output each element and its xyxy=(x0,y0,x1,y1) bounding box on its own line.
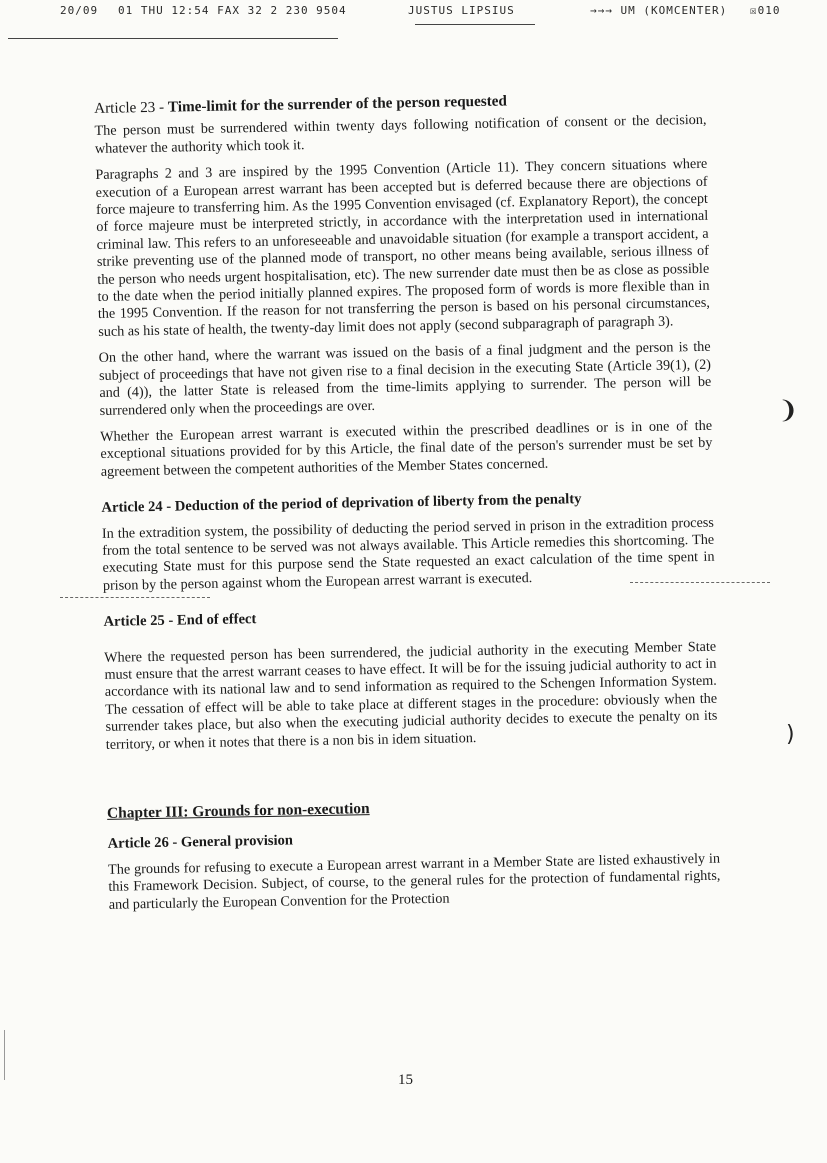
fax-recipient: →→→ UM (KOMCENTER) xyxy=(590,4,728,17)
fax-header xyxy=(60,4,780,22)
article-23-paragraph-1: The person must be surrendered within twenty days following notification of consent or the decision, whatever the authority which took it. xyxy=(94,112,707,157)
margin-paren-mark: ) xyxy=(786,722,795,747)
article-26-heading: Article 26 - General provision xyxy=(107,832,294,853)
fax-date: 20/09 xyxy=(60,4,99,17)
fax-rule-underline xyxy=(415,24,535,25)
article-23-paragraph-2: Paragraphs 2 and 3 are inspired by the 1995 Convention (Article 11). They concern situations where execution of a European arrest warrant has been accepted but is deferred because there are objections of force majeure to transferring him. As the 1995 Convention envisaged (cf. Explanatory Report), the concept of force majeure must be interpreted strictly, in accordance with the interpretation used in international criminal law. This refers to an unforeseeable and unavoidable situation (for example a transport accident, a strike preventing use of the planned mode of transport, no other means being available, serious illness of the person who needs urgent hospitalisation, etc). The new surrender date must then be as close as possible to the date when the period initially planned expires. The proposed form of words is more flexible than in the 1995 Convention. If the reason for not transferring the person is based on his personal circumstances, such as his state of health, the twenty-day limit does not apply (second subparagraph of paragraph 3). xyxy=(95,155,710,340)
article-24-heading: Article 24 - Deduction of the period of deprivation of liberty from the penalty xyxy=(101,491,582,517)
article-26-paragraph-1: The grounds for refusing to execute a European arrest warrant in a Member State are listed exhaustively in this Framework Decision. Subject, of course, to the general rules for the protection of fundamental rights, and particularly the European Convention for the Protection xyxy=(107,850,721,913)
article-23-paragraph-4: Whether the European arrest warrant is executed within the prescribed deadlines or is in one of the exceptional situations provided for by this Article, the final date of the person's surrender must be set by agreement between the competent authorities of the Member States concerned. xyxy=(100,417,713,480)
scan-left-edge xyxy=(4,1030,5,1080)
article-23-heading-lead: Article 23 - xyxy=(94,98,169,117)
article-23-paragraph-3: On the other hand, where the warrant was issued on the basis of a final judgment and the person is the subject of proceedings that have not given rise to a final decision in the executing State (Article 39(1), (2) and (4)), the latter State is released from the time-limits applying to surrender. The person will be surrendered only when the proceedings are over. xyxy=(98,339,712,419)
scan-dash-line-right xyxy=(630,582,770,583)
chapter-3-heading: Chapter III: Grounds for non-execution xyxy=(106,800,370,822)
fax-time-field: 01 THU 12:54 FAX 32 2 230 9504 xyxy=(118,4,347,17)
document-body xyxy=(94,89,721,923)
article-25-paragraph-1: Where the requested person has been surrendered, the judicial authority in the executing Member State must ensure that the arrest warrant ceases to have effect. It will be for the issuing judicial authority to act in accordance with its national law and to send information as required to the Schengen Information System. The cessation of effect will be able to take place at different stages in the procedure: obviously when the surrender takes place, but also when the executing judicial authority decides to execute the penalty on its territory, or when it notes that there is a non bis in idem situation. xyxy=(104,638,718,753)
fax-sender: JUSTUS LIPSIUS xyxy=(408,4,515,17)
margin-bracket-mark: ❩ xyxy=(778,396,799,424)
article-23-heading-title: Time-limit for the surrender of the person requested xyxy=(167,92,508,116)
article-25-heading: Article 25 - End of effect xyxy=(103,611,257,631)
fax-rule xyxy=(8,38,338,39)
scan-dash-line-left xyxy=(60,597,210,598)
fax-page-code: ☒010 xyxy=(750,4,781,17)
article-24-paragraph-1: In the extradition system, the possibility of deducting the period served in prison in the extradition process from the total sentence to be served was not always available. This Article remedies this shortcoming. The executing State must for this purpose send the State requested an exact calculation of the time spent in prison by the person against whom the European arrest warrant is executed. xyxy=(101,514,715,594)
page-number: 15 xyxy=(398,1072,413,1088)
